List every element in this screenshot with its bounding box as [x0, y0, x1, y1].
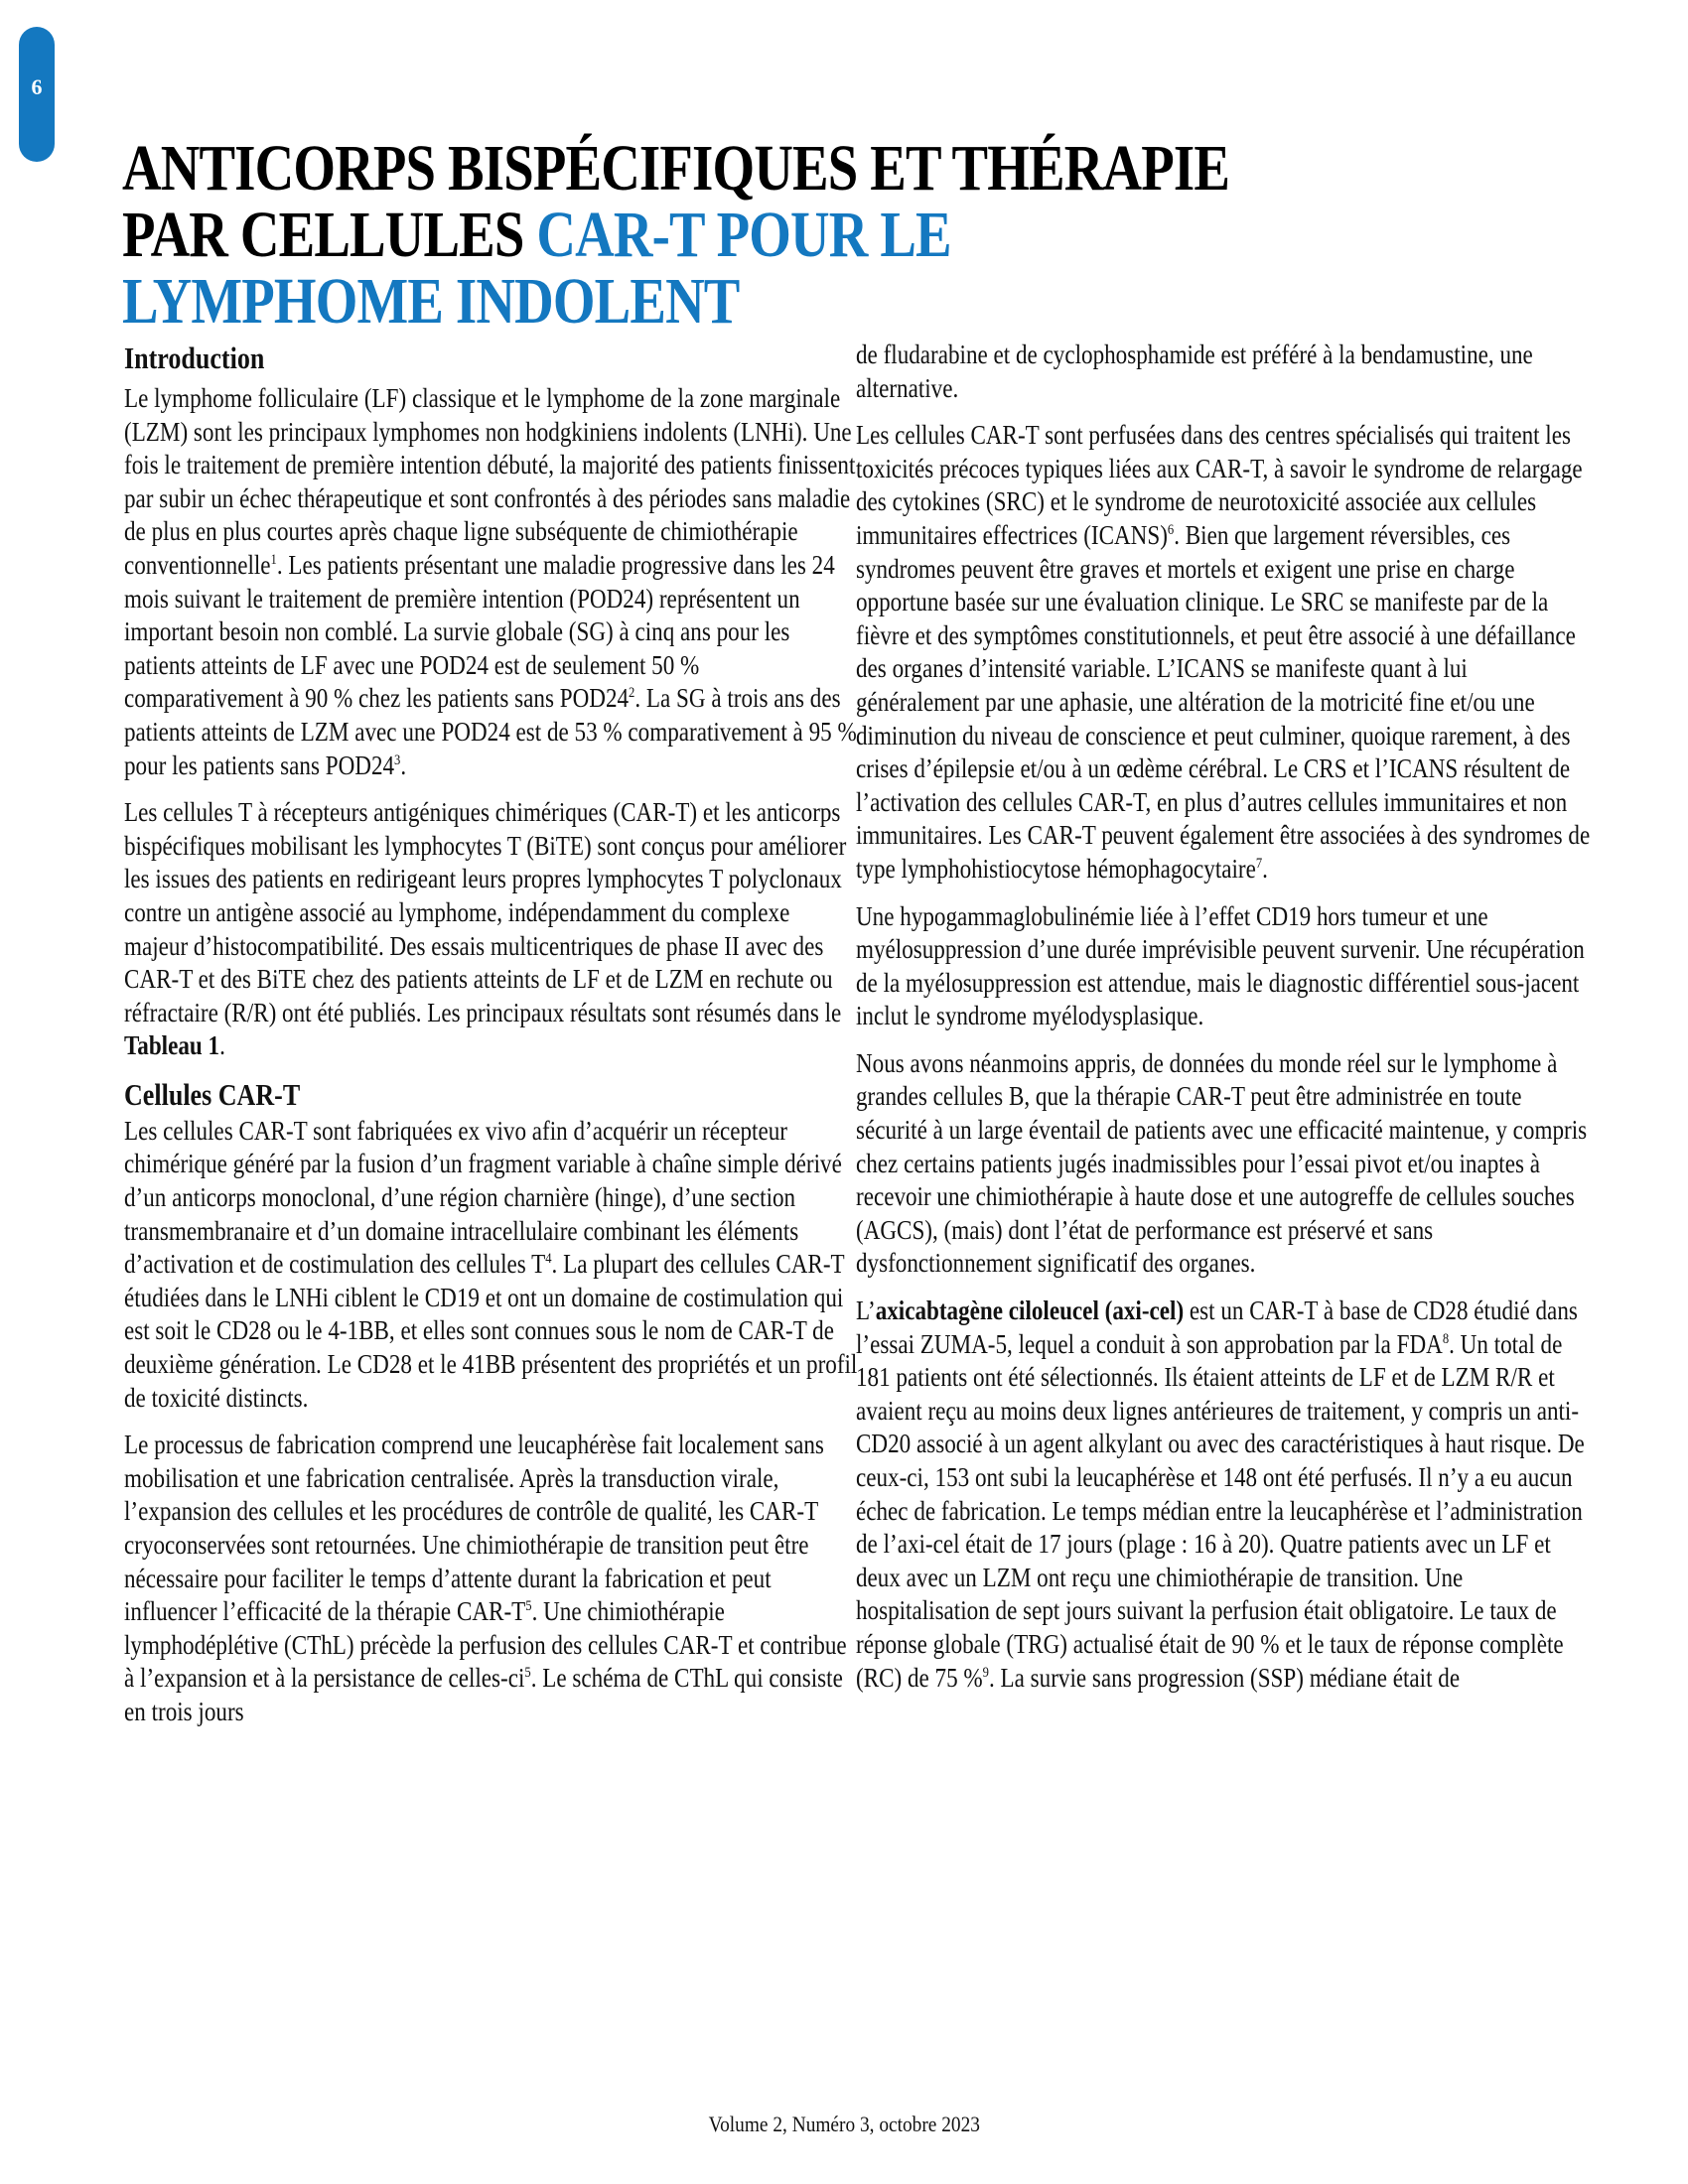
text: . La survie sans progression (SSP) médiane était de [988, 1661, 1461, 1693]
text: L’ [856, 1295, 876, 1326]
text: . La plupart des cellules CAR-T étudiées dans le LNHi ciblent le CD19 et ont un domaine de costimulation qui est soit le CD28 ou le 4-1BB, et elles sont connues sous le nom de CAR-T de deuxième génération. Le CD28 et le 41BB présentent des propriétés et un profil de toxicité distincts. [124, 1248, 858, 1413]
right-column [856, 338, 1591, 1707]
text: Le lymphome folliculaire (LF) classique et le lymphome de la zone marginale (LZM) sont les principaux lymphomes non hodgkiniens indolents (LNHi). Une fois le traitement de première intention débuté, la majorité des patients finissent par subir un échec thérapeutique et sont confrontés à des périodes sans maladie de plus en plus courtes après chaque ligne subséquente de chimiothérapie conventionnelle [124, 382, 856, 580]
title-line-2-dark: PAR CELLULES [122, 199, 537, 272]
reference-4[interactable]: 4 [545, 1251, 552, 1268]
page-number-tab [19, 27, 55, 162]
reference-5[interactable]: 5 [525, 1598, 532, 1615]
title-line-1: ANTICORPS BISPÉCIFIQUES ET THÉRAPIE [122, 132, 1230, 205]
left-column [124, 338, 859, 1742]
title-line-3: LYMPHOME INDOLENT [122, 265, 740, 339]
reference-8[interactable]: 8 [1442, 1330, 1450, 1347]
paragraph-axi-cel [856, 1294, 1591, 1694]
text: . [400, 749, 407, 780]
reference-9[interactable]: 9 [982, 1664, 989, 1681]
text: . [219, 1029, 225, 1061]
paragraph-car-t-2 [124, 1428, 859, 1727]
section-heading-introduction: Introduction [124, 341, 265, 375]
text: . [1262, 852, 1268, 884]
paragraph-intro-2 [124, 795, 859, 1062]
text: . Bien que largement réversibles, ces syndromes peuvent être graves et mortels et exigent une prise en charge opportune basée sur une évaluation clinique. Le SRC se manifeste par de la fièvre et des symptômes constitutionnels, et peut être associé à une défaillance des organes d’intensité variable. L’ICANS se manifeste quant à lui généralement par une aphasie, une altération de la motricité fine et/ou une diminution du niveau de conscience et peut culminer, quoique rarement, à des crises d’épilepsie et/ou à un œdème cérébral. Le CRS et l’ICANS résultent de l’activation des cellules CAR-T, en plus d’autres cellules immunitaires et non immunitaires. Les CAR-T peuvent également être associées à des syndromes de type lymphohistiocytose hémophagocytaire [856, 518, 1591, 884]
text: Les cellules CAR-T sont perfusées dans des centres spécialisés qui traitent les toxicités précoces typiques liées aux CAR-T, à savoir le syndrome de relargage des cytokines (SRC) et le syndrome de neurotoxicité associée aux cellules immunitaires effectrices (ICANS) [856, 419, 1583, 550]
page-number: 6 [31, 74, 43, 99]
section-heading-car-t: Cellules CAR-T [124, 1076, 301, 1112]
issue-info: Volume 2, Numéro 3, octobre 2023 [708, 2112, 980, 2136]
table-reference[interactable]: Tableau 1 [124, 1029, 220, 1061]
reference-1[interactable]: 1 [270, 551, 277, 568]
reference-2[interactable]: 2 [629, 685, 635, 702]
paragraph-lymphodepletion: de fludarabine et de cyclophosphamide est préféré à la bendamustine, une alternative. [856, 339, 1533, 403]
article-title [122, 132, 1341, 339]
paragraph-car-t-1 [124, 1114, 859, 1414]
reference-3[interactable]: 3 [394, 751, 401, 768]
reference-6[interactable]: 6 [1167, 521, 1175, 538]
page-footer [0, 2112, 1688, 2137]
text: . Les patients présentant une maladie progressive dans les 24 mois suivant le traitement de première intention (POD24) représentent un important besoin non comblé. La survie globale (SG) à cinq ans pour les patients atteints de LF avec une POD24 est de seulement 50 % comparativement à 90 % chez les patients sans POD24 [124, 548, 835, 714]
title-line-2 [122, 199, 1341, 272]
text: . La SG à trois ans des patients atteints de LZM avec une POD24 est de 53 % comparativement à 95 % pour les patients sans POD24 [124, 682, 857, 780]
paragraph-real-world-data: Nous avons néanmoins appris, de données du monde réel sur le lymphome à grandes cellules B, que la thérapie CAR-T peut être administrée en toute sécurité à un large éventail de patients avec une efficacité maintenue, y compris chez certains patients jugés inadmissibles pour l’essai pivot et/ou inaptes à recevoir une chimiothérapie à haute dose et une autogreffe de cellules souches (AGCS), (mais) dont l’état de performance est préservé et sans dysfonctionnement significatif des organes. [856, 1046, 1588, 1279]
text: . Un total de 181 patients ont été sélectionnés. Ils étaient atteints de LF et de LZM R/R et avaient reçu au moins deux lignes antérieures de traitement, y compris un anti-CD20 associé à un agent alkylant ou avec des caractéristiques à haut risque. De ceux-ci, 153 ont subi la leucaphérèse et 148 ont été perfusés. Il n’y a eu aucun échec de fabrication. Le temps médian entre la leucaphérèse et l’administration de l’axi-cel était de 17 jours (plage : 16 à 20). Quatre patients avec un LF et deux avec un LZM ont reçu une chimiothérapie de transition. Une hospitalisation de sept jours suivant la perfusion était obligatoire. Le taux de réponse globale (TRG) actualisé était de 90 % et le taux de réponse complète (RC) de 75 % [856, 1327, 1585, 1693]
text: . Le schéma de CThL qui consiste en trois jours [124, 1662, 843, 1726]
drug-name-axi-cel: axicabtagène ciloleucel (axi-cel) [875, 1295, 1185, 1326]
reference-5[interactable]: 5 [524, 1665, 531, 1682]
title-line-2-accent: CAR-T POUR LE [536, 199, 951, 272]
reference-7[interactable]: 7 [1255, 855, 1263, 872]
text: est un CAR-T à base de CD28 étudié dans l’essai ZUMA-5, lequel a conduit à son approbation par la FDA [856, 1295, 1578, 1359]
paragraph-intro-1 [124, 381, 859, 781]
text: Les cellules T à récepteurs antigéniques chimériques (CAR-T) et les anticorps bispécifiques mobilisant les lymphocytes T (BiTE) sont conçus pour améliorer les issues des patients en redirigeant leurs propres lymphocytes T polyclonaux contre un antigène associé au lymphome, indépendamment du complexe majeur d’histocompatibilité. Des essais multicentriques de phase II avec des CAR-T et des BiTE chez des patients atteints de LF et de LZM en rechute ou réfractaire (R/R) ont été publiés. Les principaux résultats sont résumés dans le [124, 796, 847, 1027]
paragraph-hypogammaglobulinemia: Une hypogammaglobulinémie liée à l’effet CD19 hors tumeur et une myélosuppression d’une durée imprévisible peuvent survenir. Une récupération de la myélosuppression est attendue, mais le diagnostic différentiel sous-jacent inclut le syndrome myélodysplasique. [856, 899, 1585, 1031]
text: Les cellules CAR-T sont fabriquées ex vivo afin d’acquérir un récepteur chimérique généré par la fusion d’un fragment variable à chaîne simple dérivé d’un anticorps monoclonal, d’une région charnière (hinge), d’une section transmembranaire et d’un domaine intracellulaire combinant les éléments d’activation et de costimulation des cellules T [124, 1114, 842, 1280]
paragraph-toxicities [856, 418, 1591, 885]
text: . Une chimiothérapie lymphodéplétive (CThL) précède la perfusion des cellules CAR-T et contribue à l’expansion et à la persistance de celles-ci [124, 1595, 847, 1694]
text: Le processus de fabrication comprend une leucaphérèse fait localement sans mobilisation et une fabrication centralisée. Après la transduction virale, l’expansion des cellules et les procédures de contrôle de qualité, les CAR-T cryoconservées sont retournées. Une chimiothérapie de transition peut être nécessaire pour faciliter le temps d’attente durant la fabrication et peut influencer l’efficacité de la thérapie CAR-T [124, 1429, 824, 1627]
